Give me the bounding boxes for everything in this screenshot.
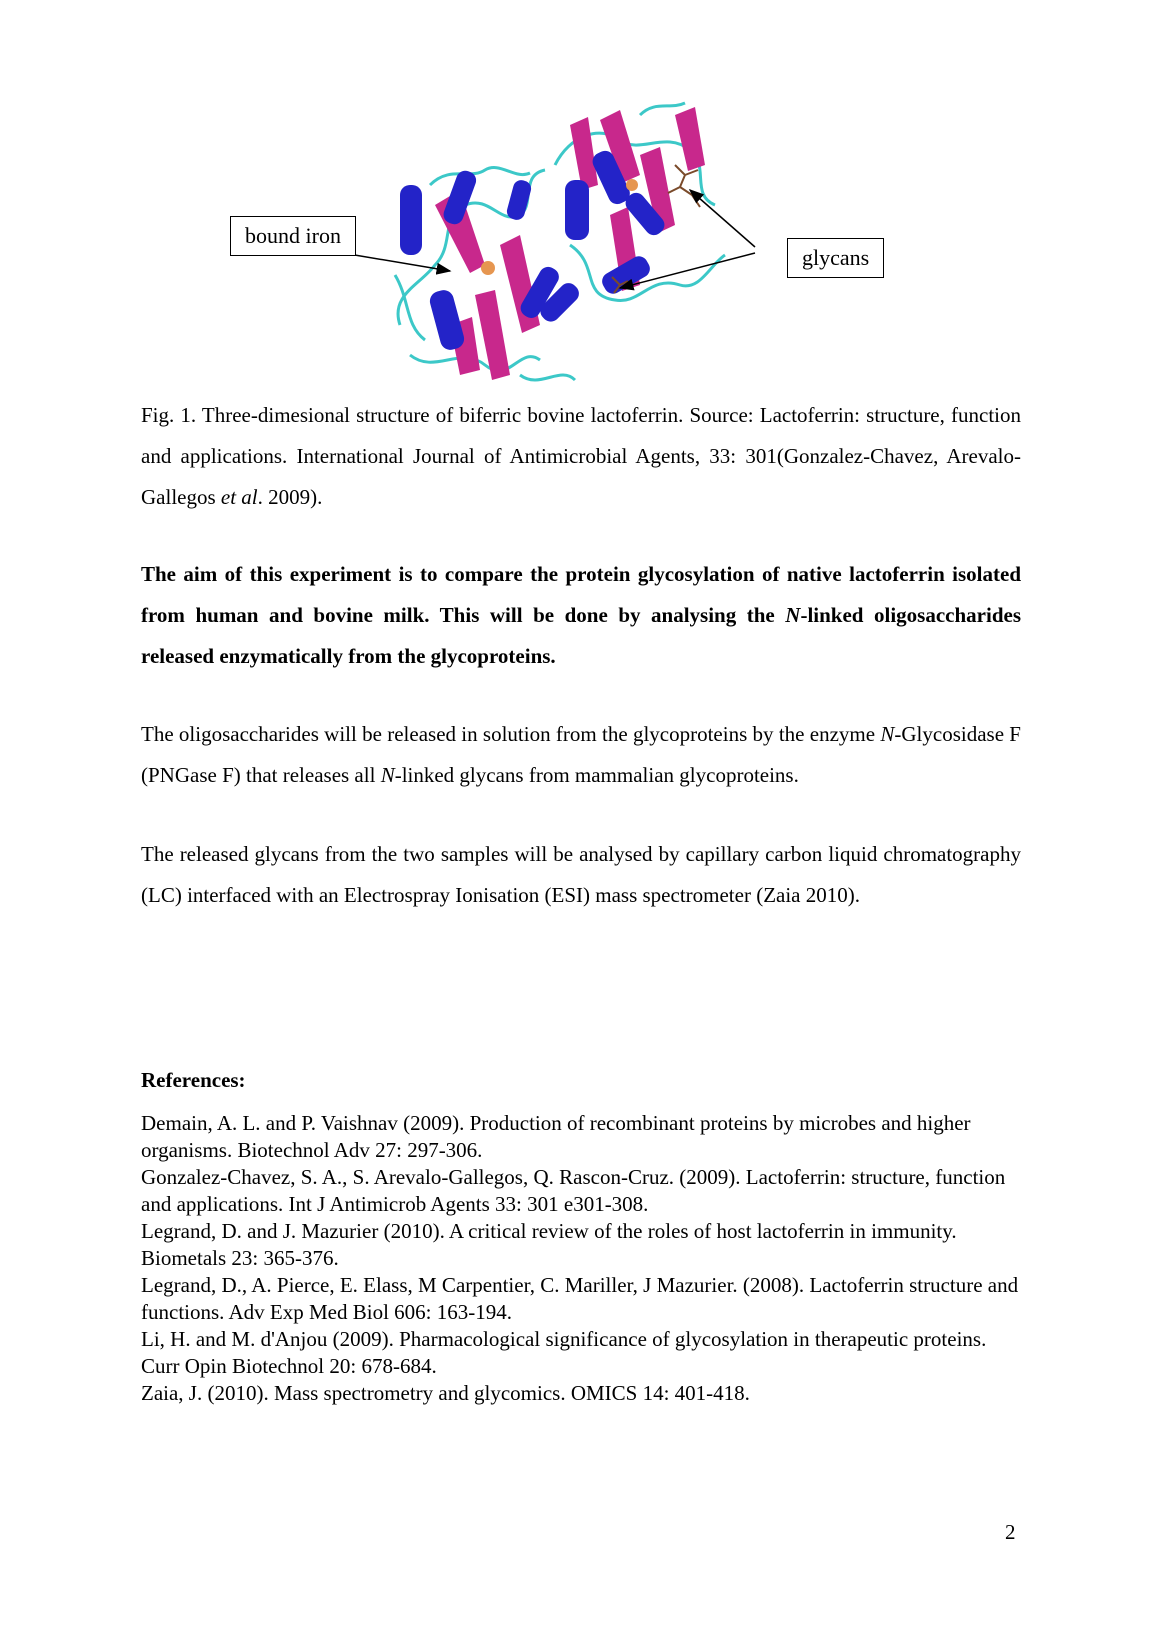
reference-item: Gonzalez-Chavez, S. A., S. Arevalo-Gallegos, Q. Rascon-Cruz. (2009). Lactoferrin: structure, function and applications. Int J Antimicrob Agents 33: 301 e301-308. — [141, 1165, 1006, 1216]
glycans-label: glycans — [787, 238, 884, 278]
bound-iron-label: bound iron — [230, 216, 356, 256]
release-text-end: -linked glycans from mammalian glycoproteins. — [394, 763, 799, 787]
analysis-paragraph — [141, 834, 1021, 916]
aim-paragraph — [141, 554, 1021, 677]
analysis-text: The released glycans from the two samples will be analysed by capillary carbon liquid chromatography (LC) interfaced with an Electrospray Ionisation (ESI) mass spectrometer (Zaia 2010). — [141, 842, 1021, 907]
caption-text: Fig. 1. Three-dimesional structure of biferric bovine lactoferrin. Source: Lactoferrin: structure, function and applications. International Journal of Antimicrobial Agents, 33: 301(Gonzalez-Chavez, Arevalo-Gallegos — [141, 403, 1021, 509]
caption-suffix: . 2009). — [257, 485, 323, 509]
reference-item: Legrand, D. and J. Mazurier (2010). A critical review of the roles of host lactoferrin in immunity. Biometals 23: 365-376. — [141, 1219, 957, 1270]
references-heading: References: — [141, 1068, 246, 1092]
protein-structure-figure — [220, 95, 900, 405]
figure-caption — [141, 395, 1021, 518]
release-italic-n1: N — [880, 722, 895, 746]
reference-item: Legrand, D., A. Pierce, E. Elass, M Carpentier, C. Mariller, J Mazurier. (2008). Lactoferrin structure and functions. Adv Exp Med Biol 606: 163-194. — [141, 1273, 1019, 1324]
references-list — [141, 1110, 1021, 1407]
aim-text: The aim of this experiment is to compare the protein glycosylation of native lactoferrin isolated from human and bovine milk. This will be done by analysing the — [141, 562, 1021, 627]
release-italic-n2: N — [380, 763, 395, 787]
reference-item: Li, H. and M. d'Anjou (2009). Pharmacological significance of glycosylation in therapeutic proteins. Curr Opin Biotechnol 20: 678-684. — [141, 1327, 987, 1378]
aim-italic-n: N — [785, 603, 801, 627]
aim-text-end: -linked oligosaccharides released enzymatically from the glycoproteins. — [141, 603, 1021, 668]
caption-etal: et al — [220, 485, 258, 509]
release-text-mid: -Glycosidase F (PNGase F) that releases all — [141, 722, 1021, 787]
release-paragraph — [141, 714, 1021, 796]
sheet-regions — [435, 107, 705, 380]
page-number: 2 — [1005, 1520, 1016, 1544]
reference-item: Demain, A. L. and P. Vaishnav (2009). Production of recombinant proteins by microbes and higher organisms. Biotechnol Adv 27: 297-306. — [141, 1111, 971, 1162]
release-text: The oligosaccharides will be released in solution from the glycoproteins by the enzyme — [141, 722, 881, 746]
reference-item: Zaia, J. (2010). Mass spectrometry and glycomics. OMICS 14: 401-418. — [141, 1381, 750, 1405]
